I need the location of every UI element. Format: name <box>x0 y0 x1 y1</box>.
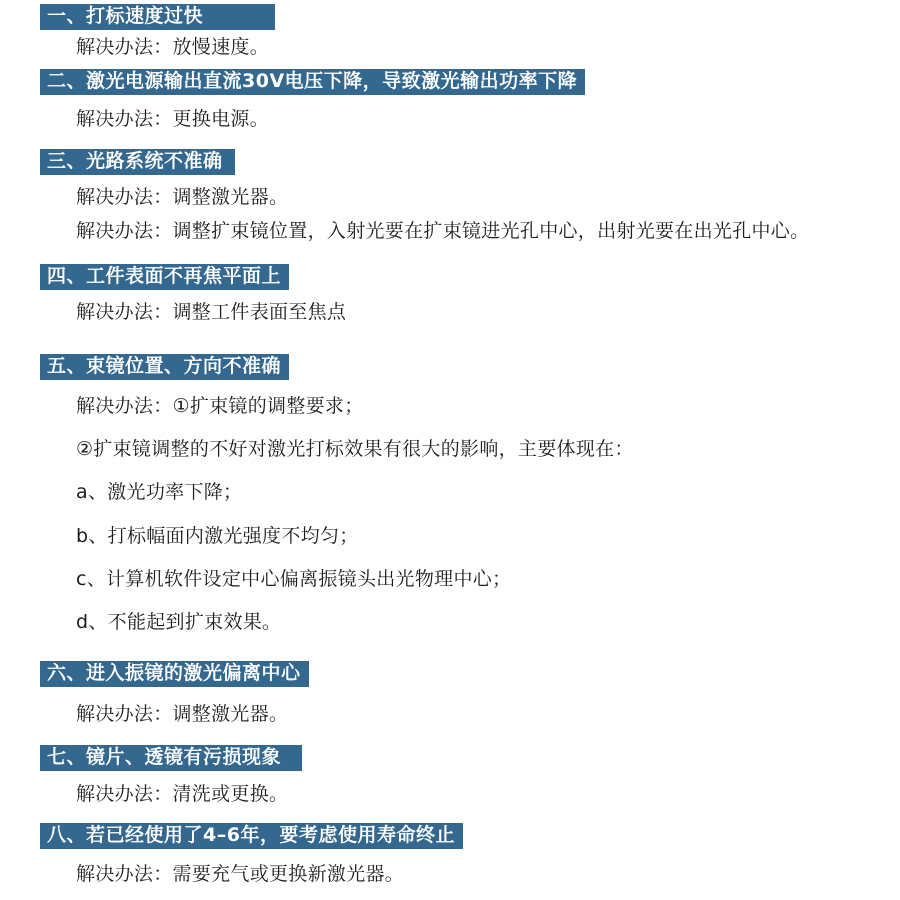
section-5-solution-line: 解决办法：①扩束镜的调整要求； <box>76 395 364 417</box>
section-7-heading: 七、镜片、透镜有污损现象 <box>40 745 302 771</box>
section-5-list-item-a: a、激光功率下降； <box>76 481 243 503</box>
section-3-solution-line: 解决办法：调整激光器。 <box>76 186 289 208</box>
section-5-list-item-d: d、不能起到扩束效果。 <box>76 611 282 633</box>
section-5-detail-line: ②扩束镜调整的不好对激光打标效果有很大的影响，主要体现在： <box>76 438 634 460</box>
section-5-list-item-c: c、计算机软件设定中心偏离振镜头出光物理中心； <box>76 568 512 590</box>
section-5-list-item-b: b、打标幅面内激光强度不均匀； <box>76 525 359 547</box>
section-1-solution-line: 解决办法：放慢速度。 <box>76 36 270 58</box>
section-2-solution-line: 解决办法：更换电源。 <box>76 108 270 130</box>
section-6-heading: 六、进入振镜的激光偏离中心 <box>40 661 309 687</box>
section-3-heading: 三、光路系统不准确 <box>40 149 235 175</box>
section-5-heading: 五、束镜位置、方向不准确 <box>40 354 289 380</box>
section-3-solution-line: 解决办法：调整扩束镜位置，入射光要在扩束镜进光孔中心，出射光要在出光孔中心。 <box>76 220 810 242</box>
section-2-heading: 二、激光电源输出直流30V电压下降，导致激光输出功率下降 <box>40 69 585 95</box>
section-7-solution-line: 解决办法：清洗或更换。 <box>76 783 289 805</box>
section-1-heading: 一、打标速度过快 <box>40 4 275 30</box>
section-8-solution-line: 解决办法：需要充气或更换新激光器。 <box>76 863 405 885</box>
section-4-heading: 四、工件表面不再焦平面上 <box>40 264 289 290</box>
section-8-heading: 八、若已经使用了4–6年，要考虑使用寿命终止 <box>40 823 463 849</box>
section-6-solution-line: 解决办法：调整激光器。 <box>76 703 289 725</box>
section-4-solution-line: 解决办法：调整工件表面至焦点 <box>76 301 347 323</box>
